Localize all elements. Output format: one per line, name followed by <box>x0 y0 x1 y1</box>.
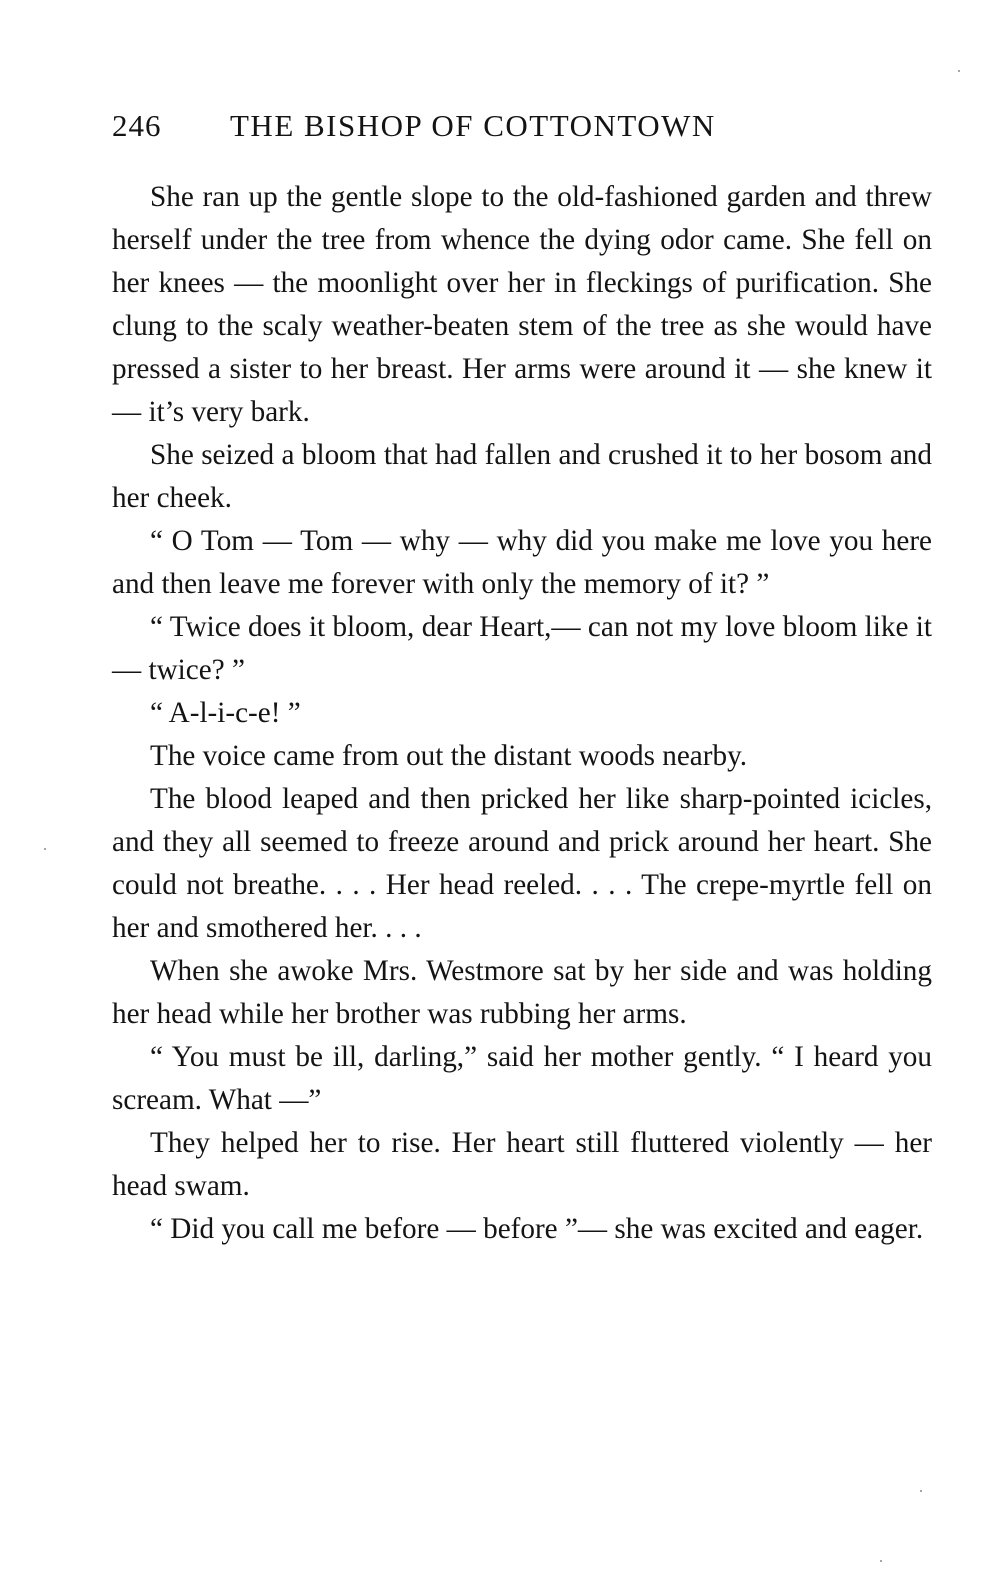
scan-speck <box>880 1560 882 1562</box>
paragraph: “ O Tom — Tom — why — why did you make me love you here and then leave me forever with only the memory of it? ” <box>112 525 932 600</box>
paragraph: “ A-l-i-c-e! ” <box>150 697 301 729</box>
scan-speck <box>958 70 960 72</box>
book-page <box>112 108 932 1251</box>
paragraph: When she awoke Mrs. Westmore sat by her side and was holding her head while her brother was rubbing her arms. <box>112 955 932 1030</box>
scan-speck <box>44 848 46 850</box>
paragraph: The voice came from out the distant woods nearby. <box>150 740 748 772</box>
body-text <box>112 176 932 1251</box>
paragraph: She ran up the gentle slope to the old-fashioned garden and threw herself under the tree from whence the dying odor came. She fell on her knees — the moonlight over her in fleckings of purification. She clung to the scaly weather-beaten stem of the tree as she would have pressed a sister to her breast. Her arms were around it — she knew it — it’s very bark. <box>112 181 932 428</box>
page-number: 246 <box>112 108 162 143</box>
paragraph: “ Twice does it bloom, dear Heart,— can not my love bloom like it — twice? ” <box>112 611 932 686</box>
paragraph: They helped her to rise. Her heart still fluttered violently — her head swam. <box>112 1127 932 1202</box>
paragraph: She seized a bloom that had fallen and crushed it to her bosom and her cheek. <box>112 439 932 514</box>
running-title: THE BISHOP OF COTTONTOWN <box>230 108 716 143</box>
paragraph: “ You must be ill, darling,” said her mother gently. “ I heard you scream. What —” <box>112 1041 932 1116</box>
paragraph: “ Did you call me before — before ”— she was excited and eager. <box>150 1213 924 1245</box>
scan-speck <box>920 1490 922 1492</box>
paragraph: The blood leaped and then pricked her like sharp-pointed icicles, and they all seemed to freeze around and prick around her heart. She could not breathe. . . . Her head reeled. . . . The crepe-myrtle fell on her and smothered her. . . . <box>112 783 932 944</box>
page-header <box>112 108 932 162</box>
